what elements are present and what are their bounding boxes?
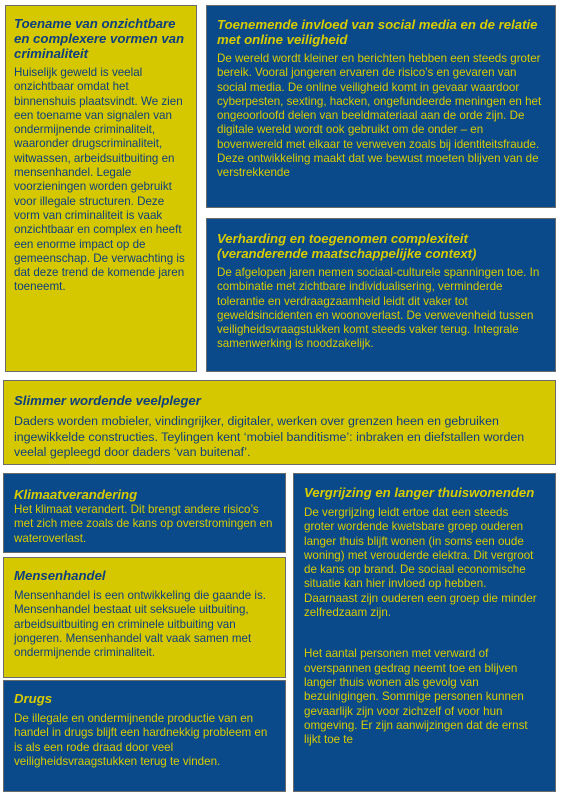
box-verharding — [206, 218, 556, 372]
box-drugs-title: Drugs — [14, 691, 53, 706]
box-mensenhandel-title: Mensenhandel — [14, 568, 106, 583]
box-verharding-body: De afgelopen jaren nemen sociaal-culturele spanningen toe. In combinatie met zichtbare individualisering, verminderde tolerantie en verdraagzaamheid leidt dit vaker tot geweldsincidenten en woonoverlast. De verwevenheid tussen veiligheidsvraagstukken komt steeds vaker terug. Integrale samenwerking is noodzakelijk. — [217, 266, 540, 351]
box-social-media — [206, 5, 556, 208]
box-social-media-body: De wereld wordt kleiner en berichten hebben een steeds groter bereik. Vooral jongeren ervaren de risico’s en gevaren van social media. De online veiligheid komt in gevaar waardoor cyberpesten, sexting, hacken, ongefundeerde meningen en het ongeoorloofd delen van beeldmateriaal aan de orde zijn. De digitale wereld wordt ook gebruikt om de onder – en bovenwereld met elkaar te verweven zoals bij identiteitsfraude. Deze ontwikkeling maakt dat we bewust moeten blijven van de verstrekkende — [217, 52, 542, 180]
box-veelpleger — [3, 380, 556, 465]
box-veelpleger-title: Slimmer wordende veelpleger — [14, 393, 201, 408]
box-vergrijzing-title: Vergrijzing en langer thuiswonenden — [304, 485, 535, 500]
box-ondermijning-title: Toename van onzichtbare en complexere vormen van criminaliteit — [14, 16, 185, 61]
box-veelpleger-body: Daders worden mobieler, vindingrijker, digitaler, werken over grenzen heen en gebruiken ingewikkelde constructies. Teylingen kent ‘mobiel banditisme’: inbraken en diefstallen worden veelal gepleegd door daders ‘van buitenaf’. — [14, 414, 525, 459]
box-vergrijzing-body-2: Het aantal personen met verward of overspannen gedrag neemt toe en blijven langer thuis wonen als gevolg van bezuinigingen. Sommige personen kunnen gevaarlijk zijn voor zichzelf of voor hun omgeving. Er zijn aanwijzingen dat de ernst lijkt toe te — [304, 647, 528, 747]
box-mensenhandel — [3, 557, 286, 678]
box-klimaat — [3, 473, 286, 553]
box-ondermijning — [5, 5, 197, 372]
box-drugs — [3, 680, 286, 792]
box-mensenhandel-body: Mensenhandel is een ontwikkeling die gaande is. Mensenhandel bestaat uit seksuele uitbuiting, arbeidsuitbuiting en criminele uitbuiting van jongeren. Mensenhandel valt vaak samen met ondermijnende criminaliteit. — [14, 589, 267, 660]
box-drugs-body: De illegale en ondermijnende productie van en handel in drugs blijft een hardnekkig probleem en is als een rode draad door veel veiligheidsvraagstukken terug te vinden. — [14, 712, 268, 768]
box-ondermijning-body: Huiselijk geweld is veelal onzichtbaar omdat het binnenshuis plaatsvindt. We zien een toename van signalen van ondermijnende criminaliteit, waaronder drugscriminaliteit, witwassen, arbeidsuitbuiting en mensenhandel. Legale voorzieningen worden gebruikt voor illegale structuren. Deze vorm van criminaliteit is vaak onzichtbaar en complex en heeft een enorme impact op de gemeenschap. De verwachting is dat deze trend de komende jaren toeneemt. — [14, 66, 185, 294]
box-klimaat-title: Klimaatverandering — [14, 487, 138, 502]
box-klimaat-body: Het klimaat verandert. Dit brengt andere risico’s met zich mee zoals de kans op overstromingen en wateroverlast. — [14, 503, 273, 545]
box-social-media-title: Toenemende invloed van social media en de relatie met online veiligheid — [217, 17, 538, 47]
box-vergrijzing — [293, 473, 556, 792]
box-verharding-title: Verharding en toegenomen complexiteit (veranderende maatschappelijke context) — [217, 231, 477, 261]
box-vergrijzing-body-1: De vergrijzing leidt ertoe dat een steeds groter wordende kwetsbare groep ouderen langer thuis blijft wonen (in soms een oude woning) met verouderde elektra. Dit vergroot de kans op brand. De sociaal economische situatie kan hier invloed op hebben. Daarnaast zijn ouderen een groep die minder zelfredzaam zijn. — [304, 506, 537, 620]
